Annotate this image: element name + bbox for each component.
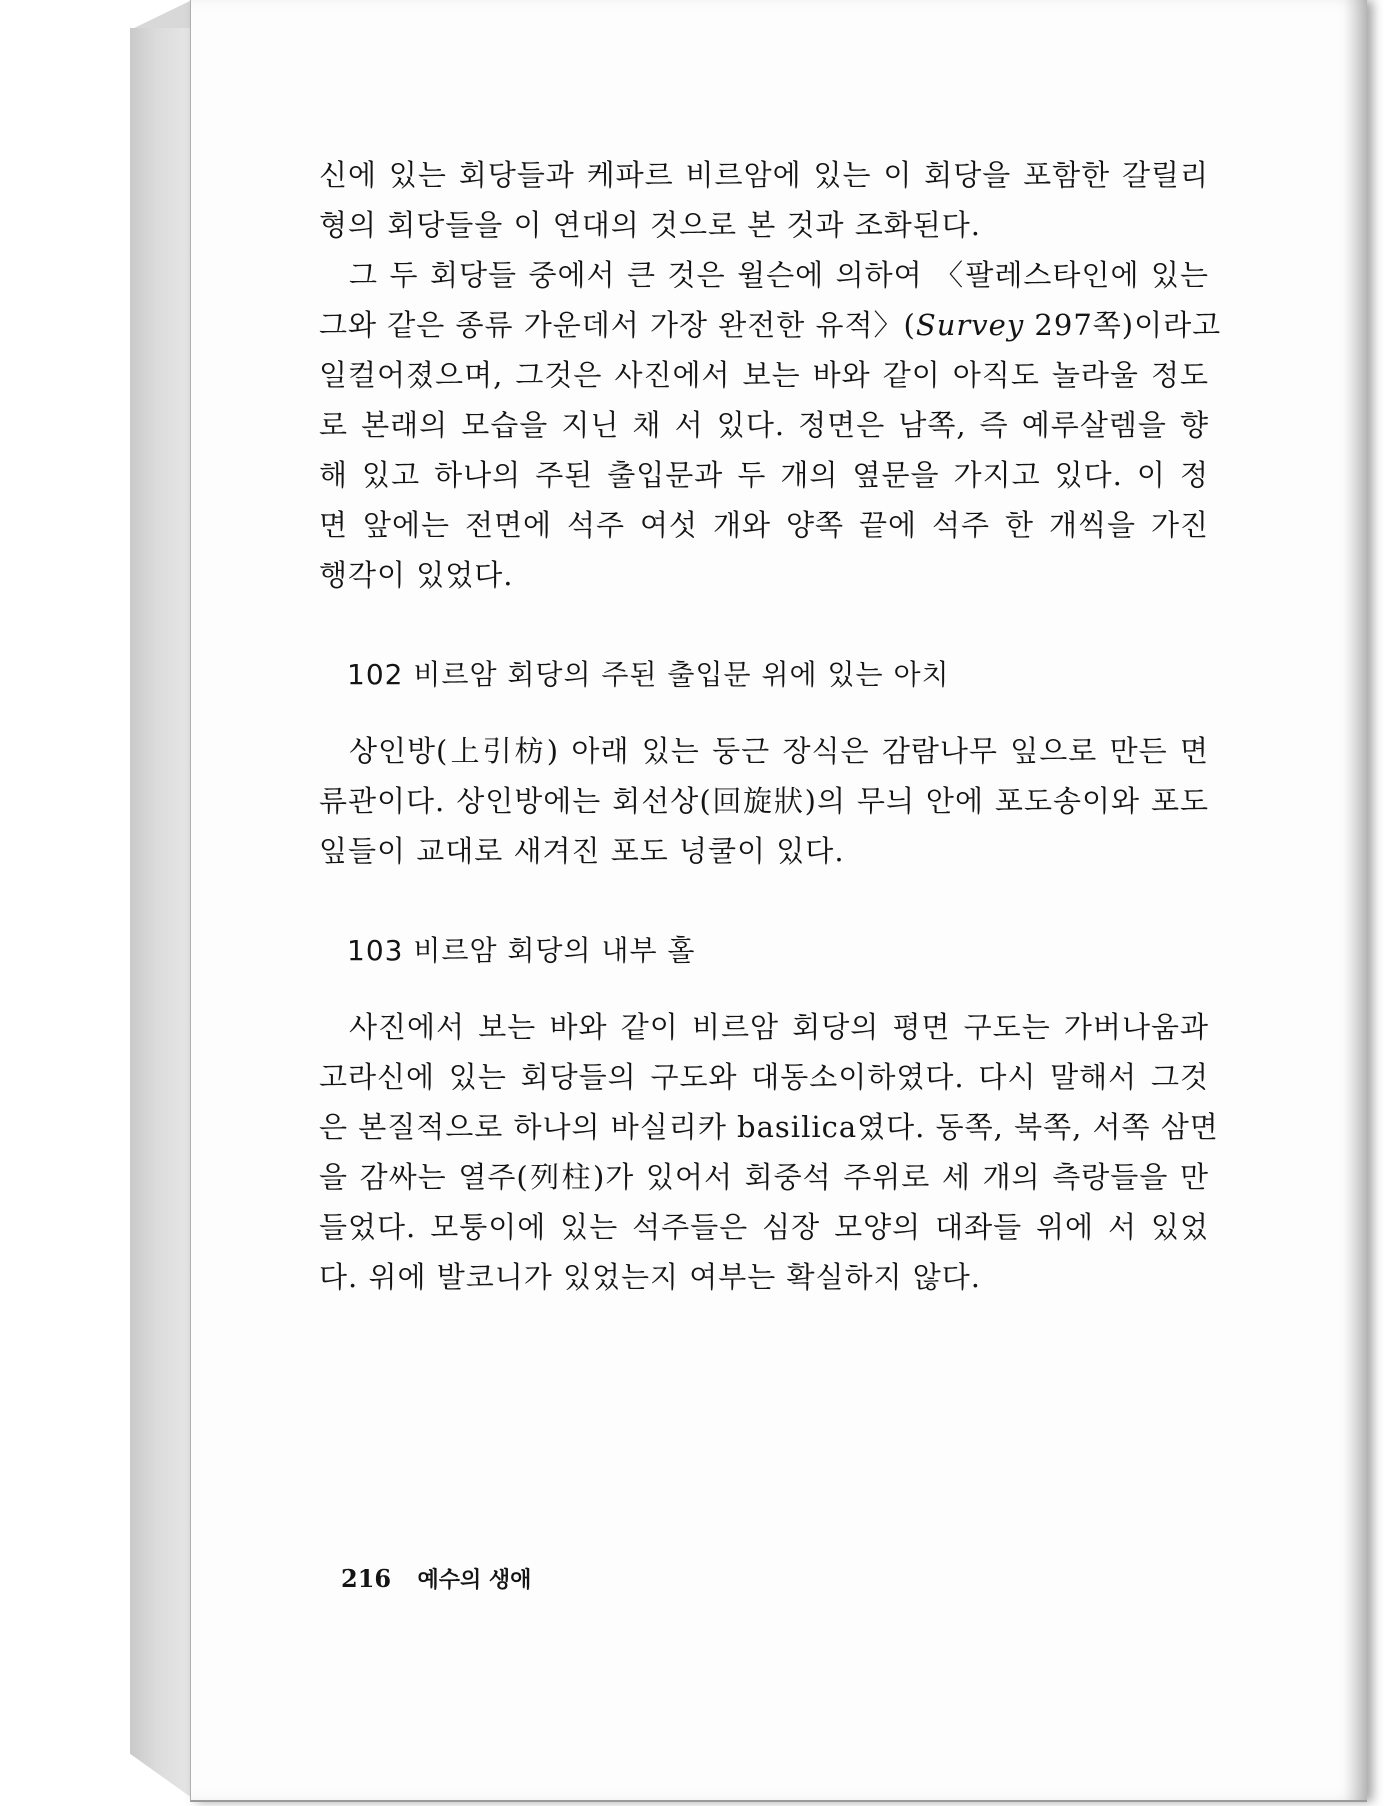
text-line: 다. 위에 발코니가 있었는지 여부는 확실하지 않다.	[319, 1260, 982, 1294]
text-line: 류관이다. 상인방에는 회선상(回旋狀)의 무늬 안에 포도송이와 포도	[319, 784, 1209, 818]
book-spine-edge	[130, 28, 192, 1798]
paragraph-synagogue-description	[319, 250, 1222, 600]
page-content	[319, 150, 1222, 1302]
paragraph-continuation	[319, 150, 1209, 250]
text-line: 신에 있는 회당들과 케파르 비르암에 있는 이 회당을 포함한 갈릴리	[319, 158, 1209, 192]
text-line: 잎들이 교대로 새겨진 포도 넝쿨이 있다.	[319, 834, 845, 868]
page-number: 216	[341, 1564, 392, 1593]
text-line: 형의 회당들을 이 연대의 것으로 본 것과 조화된다.	[319, 208, 982, 242]
page-footer	[341, 1563, 531, 1594]
text-line: 로 본래의 모습을 지닌 채 서 있다. 정면은 남쪽, 즉 예루살렘을 향	[319, 408, 1209, 442]
text-line: 면 앞에는 전면에 석주 여섯 개와 양쪽 끝에 석주 한 개씩을 가진	[319, 508, 1209, 542]
text-line: 행각이 있었다.	[319, 558, 514, 592]
text-segment: 297쪽)이라고	[1024, 308, 1222, 342]
text-line: 사진에서 보는 바와 같이 비르암 회당의 평면 구도는 가버나움과	[349, 1010, 1209, 1044]
text-line: 그 두 회당들 중에서 큰 것은 윌슨에 의하여 〈팔레스타인에 있는	[349, 258, 1209, 292]
book-top-edge	[130, 0, 192, 30]
text-line: 상인방(上引枋) 아래 있는 둥근 장식은 감람나무 잎으로 만든 면	[349, 734, 1209, 768]
text-line: 고라신에 있는 회당들의 구도와 대동소이하였다. 다시 말해서 그것	[319, 1060, 1209, 1094]
text-segment: 그와 같은 종류 가운데서 가장 완전한 유적〉(	[319, 308, 916, 342]
text-line: 은 본질적으로 하나의 바실리카 basilica였다. 동쪽, 북쪽, 서쪽 삼면	[319, 1110, 1219, 1144]
text-line: 을 감싸는 열주(列柱)가 있어서 회중석 주위로 세 개의 측랑들을 만	[319, 1160, 1209, 1194]
text-line-with-citation	[319, 300, 1222, 350]
text-line: 들었다. 모퉁이에 있는 석주들은 심장 모양의 대좌들 위에 서 있었	[319, 1210, 1209, 1244]
text-line: 일컬어졌으며, 그것은 사진에서 보는 바와 같이 아직도 놀라울 정도	[319, 358, 1209, 392]
book-page	[190, 0, 1367, 1802]
paragraph-hall-description	[319, 1002, 1219, 1302]
page-shadow	[1343, 0, 1367, 1800]
citation-italic: Survey	[915, 308, 1025, 342]
figure-caption-102: 102 비르암 회당의 주된 출입문 위에 있는 아치	[347, 658, 950, 691]
paragraph-arch-description	[319, 726, 1209, 876]
text-line: 해 있고 하나의 주된 출입문과 두 개의 옆문을 가지고 있다. 이 정	[319, 458, 1209, 492]
figure-caption-103: 103 비르암 회당의 내부 홀	[347, 934, 696, 967]
running-title: 예수의 생애	[417, 1568, 532, 1593]
